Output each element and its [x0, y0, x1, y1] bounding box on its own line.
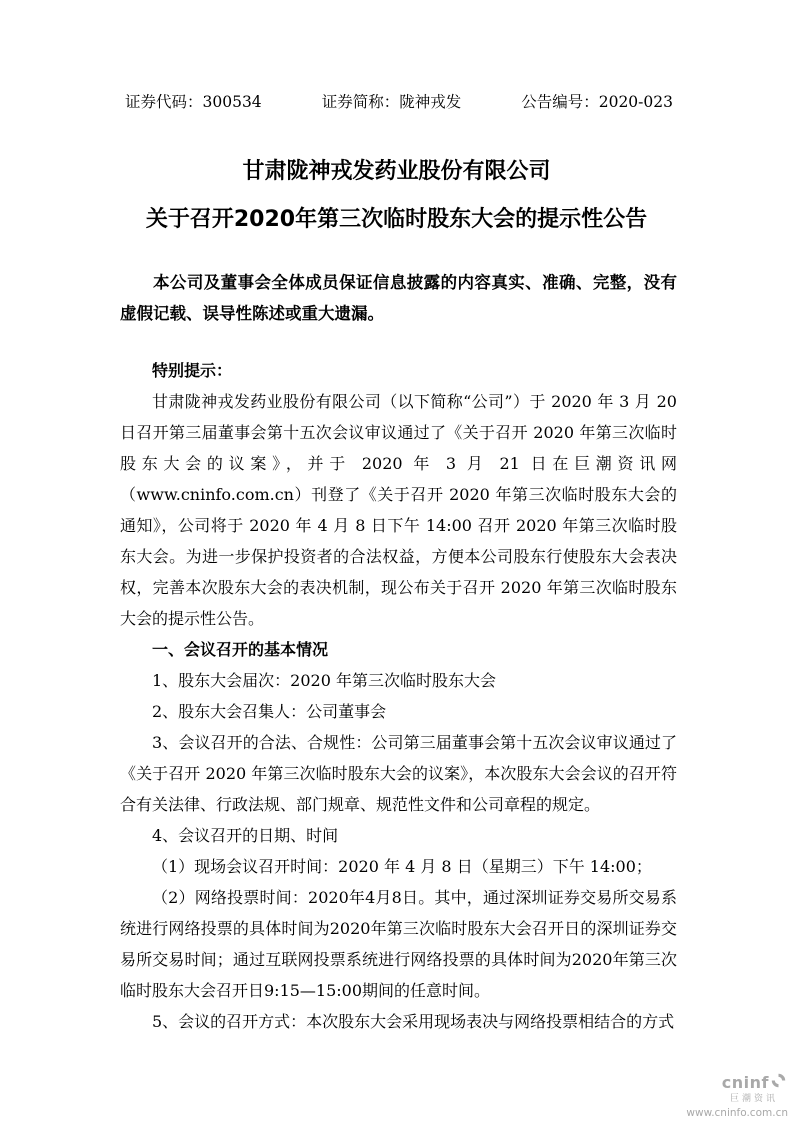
body-paragraph: （1）现场会议召开时间：2020 年 4 月 8 日（星期三）下午 14:00； [152, 857, 652, 876]
body-paragraph: 4、会议召开的日期、时间 [152, 826, 339, 845]
cninfo-watermark [628, 1072, 788, 1119]
stock-abbr: 证券简称：陇神戎发 [321, 93, 462, 111]
cninfo-brand-text: cninf [721, 1072, 769, 1092]
disclaimer-statement: 本公司及董事会全体成员保证信息披露的内容真实、准确、完整，没有虚假记载、误导性陈述或重大遗漏。 [120, 273, 677, 323]
company-name-title: 甘肃陇神戎发药业股份有限公司 [242, 159, 551, 184]
body-paragraph: 2、股东大会召集人：公司董事会 [152, 702, 387, 721]
stock-code: 证券代码：300534 [125, 93, 262, 111]
cninfo-swirl-icon [770, 1072, 787, 1093]
announcement-subject-title: 关于召开2020年第三次临时股东大会的提示性公告 [145, 207, 648, 232]
cninfo-brand-row [722, 1072, 787, 1093]
body-paragraph: 一、会议召开的基本情况 [152, 640, 329, 659]
body-paragraph: 特别提示： [152, 361, 233, 380]
securities-header [125, 93, 673, 112]
document-title [0, 148, 793, 244]
cninfo-chinese-name: 巨潮资讯 [729, 1094, 778, 1105]
body-paragraph: 甘肃陇神戎发药业股份有限公司（以下简称“公司”）于 2020 年 3 月 20 日召开第三届董事会第十五次会议审议通过了《关于召开 2020 年第三次临时股东大会的议案》，并于 2020 年 3 月 21 日在巨潮资讯网（www.cninfo.com.cn）刊登了《关于召开 2020 年第三次临时股东大会的通知》，公司将于 2020 年 4 月 8 日下午 14:00 召开 2020 年第三次临时股东大会。为进一步保护投资者的合法权益，方便本公司股东行使股东大会表决权，完善本次股东大会的表决机制，现公布关于召开 2020 年第三次临时股东大会的提示性公告。 [120, 392, 677, 628]
body-paragraph: 3、会议召开的合法、合规性：公司第三届董事会第十五次会议审议通过了《关于召开 2020 年第三次临时股东大会的议案》，本次股东大会会议的召开符合有关法律、行政法规、部门规章、规范性文件和公司章程的规定。 [120, 733, 677, 814]
body-paragraph: （2）网络投票时间：2020年4月8日。其中，通过深圳证券交易所交易系统进行网络投票的具体时间为2020年第三次临时股东大会召开日的深圳证券交易所交易时间；通过互联网投票系统进行网络投票的具体时间为2020年第三次临时股东大会召开日9:15—15:00期间的任意时间。 [120, 888, 677, 1000]
body-paragraph: 5、会议的召开方式：本次股东大会采用现场表决与网络投票相结合的方式 [152, 1012, 675, 1031]
announcement-number: 公告编号：2020-023 [521, 93, 673, 111]
body-paragraphs [120, 355, 677, 1037]
body-paragraph: 1、股东大会届次：2020 年第三次临时股东大会 [152, 671, 496, 690]
cninfo-url: www.cninfo.com.cn [686, 1106, 788, 1119]
